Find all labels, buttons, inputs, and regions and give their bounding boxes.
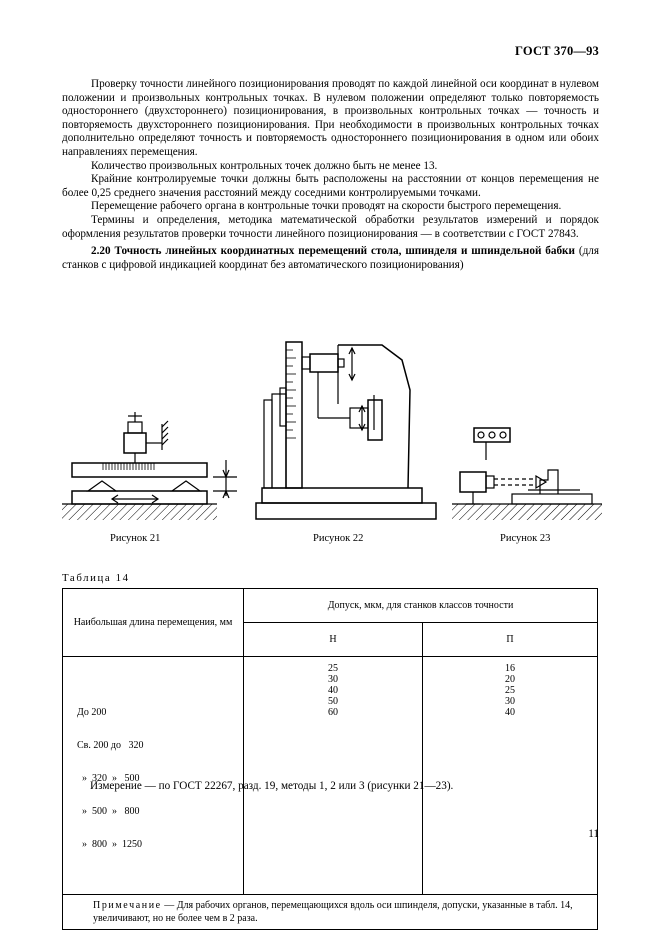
document-header: ГОСТ 370—93	[515, 44, 599, 58]
page-number: 11	[588, 828, 599, 840]
table-cell: 40	[328, 685, 338, 696]
table-cell: 30	[328, 674, 338, 685]
table-cell: 16	[505, 663, 515, 674]
column-header-group: Допуск, мкм, для станков классов точности	[244, 589, 598, 623]
paragraph: Количество произвольных контрольных точек должно быть не менее 13.	[91, 159, 438, 172]
table-cell: 25	[505, 685, 515, 696]
table-note	[63, 895, 598, 930]
values-p-cell	[423, 657, 598, 895]
table-row: » 500 » 800	[77, 806, 140, 817]
figures-drawing	[0, 300, 661, 550]
note-text: — Для рабочих органов, перемещающихся вдоль оси шпинделя, допуски, указанные в табл. 14, увеличивают, но не более чем в 2 раза.	[93, 900, 573, 924]
figure-23-drawing	[452, 428, 602, 520]
figure-21-drawing	[62, 412, 237, 520]
figure-22-drawing	[256, 342, 436, 519]
paragraph: Проверку точности линейного позиционирования проводят по каждой линейной оси координат в нулевом положении и произвольных контрольных точках. В нулевом положении определяют только повторяемость одностороннего (двухстороннего) позиционирования, в произвольных контрольных точках — точность и повторяемость двухстороннего позиционирования. При необходимости в произвольных контрольных точках дополнительно определяют точность и повторяемость одностороннего позиционирования в одном или обоих направлениях перемещения.	[62, 78, 599, 158]
paragraph: Крайние контролируемые точки должны быть расположены на расстоянии от концов перемещения не более 0,25 среднего значения расстояний между соседними контролируемыми точками.	[62, 173, 599, 199]
table-row: До 200	[77, 707, 107, 718]
table-title: Таблица 14	[62, 572, 130, 584]
figure-21-caption: Рисунок 21	[110, 533, 161, 544]
paragraph: Термины и определения, методика математической обработки результатов измерений и порядок оформления результатов проверки точности линейного позиционирования — в соответствии с ГОСТ 27843.	[62, 213, 599, 240]
table-cell: 50	[328, 696, 338, 707]
paragraph: Перемещение рабочего органа в контрольные точки проводят на скорости быстрого перемещения.	[91, 200, 562, 213]
table-row: » 320 » 500	[77, 773, 140, 784]
column-header-length: Наибольшая длина перемещения, мм	[63, 589, 244, 657]
table-cell: 30	[505, 696, 515, 707]
figure-22-caption: Рисунок 22	[313, 533, 364, 544]
tolerance-table	[62, 588, 598, 930]
class-h-header: Н	[244, 623, 423, 657]
table-cell: 25	[328, 663, 338, 674]
note-label: Примечание	[93, 900, 162, 911]
section-number: 2.20	[91, 245, 111, 258]
table-row: » 800 » 1250	[77, 839, 142, 850]
measurement-text: Измерение — по ГОСТ 22267, разд. 19, методы 1, 2 или 3 (рисунки 21—23).	[90, 780, 454, 792]
table-row: Св. 200 до 320	[77, 740, 144, 751]
table-cell: 20	[505, 674, 515, 685]
body-text	[62, 78, 599, 272]
lengths-list	[77, 685, 243, 872]
table-cell: 60	[328, 707, 338, 718]
section-title: Точность линейных координатных перемещений стола, шпинделя и шпиндельной бабки	[114, 245, 575, 258]
lengths-cell	[63, 657, 244, 895]
table-cell: 40	[505, 707, 515, 718]
class-p-header: П	[423, 623, 598, 657]
figures-area	[0, 300, 661, 550]
values-h-cell	[244, 657, 423, 895]
section-title-rest: (для станков с цифровой индикацией координат без автоматического позиционирования)	[62, 245, 599, 271]
section-heading	[62, 245, 599, 272]
figure-23-caption: Рисунок 23	[500, 533, 551, 544]
